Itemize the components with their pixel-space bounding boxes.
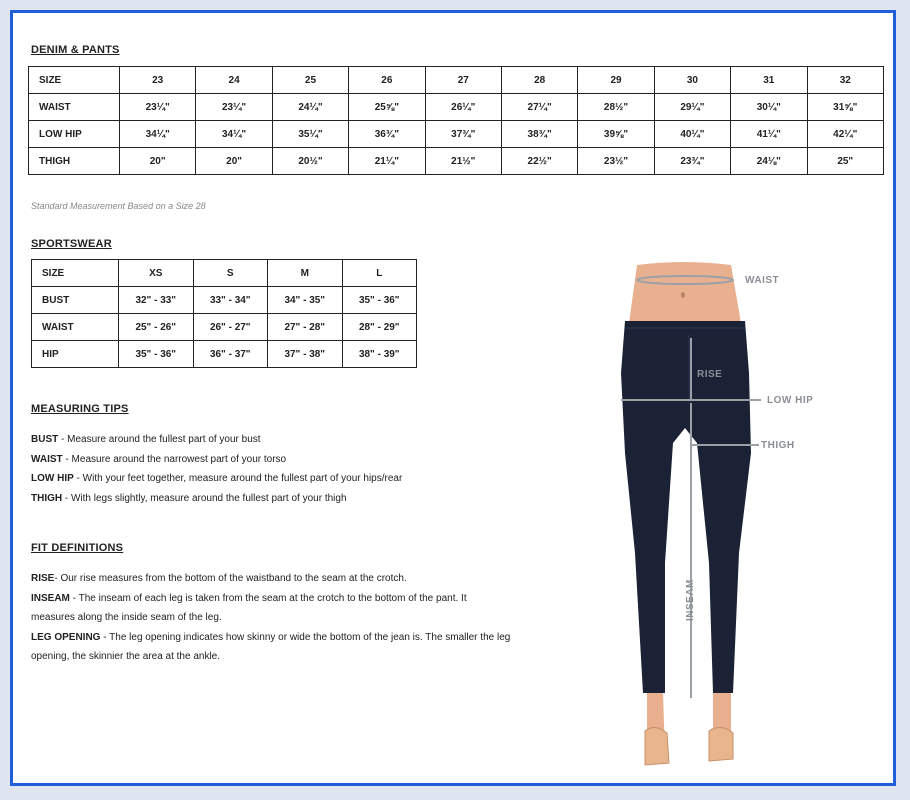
size-cell: 34¼" bbox=[196, 121, 272, 148]
size-cell: 37¾" bbox=[425, 121, 501, 148]
term-description: - The inseam of each leg is taken from the seam at the crotch to the bottom of the pant. It measures along the inside seam of the leg. bbox=[31, 592, 467, 623]
size-cell: 40¼" bbox=[654, 121, 730, 148]
table-row bbox=[32, 287, 417, 314]
thigh-label: THIGH bbox=[761, 440, 795, 451]
row-label-cell: BUST bbox=[32, 287, 119, 314]
size-cell: 24⅛" bbox=[731, 148, 807, 175]
table-row bbox=[32, 314, 417, 341]
fit-definitions-title: FIT DEFINITIONS bbox=[31, 542, 124, 554]
measuring-tip-item bbox=[31, 489, 551, 509]
size-cell: 41¼" bbox=[731, 121, 807, 148]
term-description: - Our rise measures from the bottom of the waistband to the seam at the crotch. bbox=[54, 573, 407, 584]
size-cell: 25⅝" bbox=[349, 94, 425, 121]
size-cell: 33" - 34" bbox=[193, 287, 268, 314]
size-cell: 29 bbox=[578, 67, 654, 94]
jeans-figure bbox=[585, 253, 885, 783]
fit-definitions-list bbox=[31, 569, 513, 667]
standard-measurement-note: Standard Measurement Based on a Size 28 bbox=[31, 201, 206, 211]
inseam-label: INSEAM bbox=[685, 579, 696, 621]
size-cell: 26 bbox=[349, 67, 425, 94]
size-cell: 37" - 38" bbox=[268, 341, 343, 368]
size-cell: 25 bbox=[272, 67, 348, 94]
size-cell: 30 bbox=[654, 67, 730, 94]
size-cell: 25" bbox=[807, 148, 883, 175]
size-cell: 31⅝" bbox=[807, 94, 883, 121]
row-label-cell: SIZE bbox=[32, 260, 119, 287]
term-description: - Measure around the narrowest part of your torso bbox=[62, 453, 287, 465]
size-cell: M bbox=[268, 260, 343, 287]
size-cell: 35¼" bbox=[272, 121, 348, 148]
size-cell: 38¾" bbox=[501, 121, 577, 148]
size-cell: 34¼" bbox=[120, 121, 196, 148]
term-description: - The leg opening indicates how skinny or wide the bottom of the jean is. The smaller the leg opening, the skinnier the area at the ankle. bbox=[31, 631, 511, 662]
size-cell: 39⅝" bbox=[578, 121, 654, 148]
measuring-tip-item bbox=[31, 450, 551, 470]
size-cell: 20½" bbox=[272, 148, 348, 175]
size-cell: 29¼" bbox=[654, 94, 730, 121]
size-cell: 23½" bbox=[578, 148, 654, 175]
size-cell: 34" - 35" bbox=[268, 287, 343, 314]
size-cell: 23¼" bbox=[196, 94, 272, 121]
size-cell: 27 bbox=[425, 67, 501, 94]
navel bbox=[681, 292, 685, 298]
row-label-cell: LOW HIP bbox=[29, 121, 120, 148]
sportswear-size-table bbox=[31, 259, 417, 368]
measuring-tips-title: MEASURING TIPS bbox=[31, 403, 129, 415]
row-label-cell: WAIST bbox=[32, 314, 119, 341]
fit-definition-item bbox=[31, 589, 513, 628]
term-description: - Measure around the fullest part of your bust bbox=[58, 434, 261, 445]
table-header-row bbox=[32, 260, 417, 287]
size-cell: 30¼" bbox=[731, 94, 807, 121]
right-heel bbox=[709, 727, 733, 761]
table-row bbox=[29, 148, 884, 175]
left-heel bbox=[645, 727, 669, 765]
size-cell: XS bbox=[119, 260, 194, 287]
fit-definition-item bbox=[31, 569, 513, 589]
size-cell: 25" - 26" bbox=[119, 314, 194, 341]
denim-section-title: DENIM & PANTS bbox=[31, 44, 120, 56]
term-label: LOW HIP bbox=[31, 473, 74, 484]
size-cell: 24¼" bbox=[272, 94, 348, 121]
size-cell: 20" bbox=[196, 148, 272, 175]
torso bbox=[629, 262, 741, 323]
size-cell: 31 bbox=[731, 67, 807, 94]
rise-label: RISE bbox=[697, 369, 723, 380]
size-cell: 21½" bbox=[425, 148, 501, 175]
table-header-row bbox=[29, 67, 884, 94]
jeans-model-illustration bbox=[585, 253, 885, 783]
term-label: BUST bbox=[31, 434, 59, 445]
size-cell: 23¼" bbox=[120, 94, 196, 121]
size-cell: 23 bbox=[120, 67, 196, 94]
row-label-cell: THIGH bbox=[29, 148, 120, 175]
size-cell: 27¼" bbox=[501, 94, 577, 121]
table-row bbox=[32, 341, 417, 368]
size-cell: 21¼" bbox=[349, 148, 425, 175]
size-cell: 28 bbox=[501, 67, 577, 94]
measuring-tip-item bbox=[31, 430, 551, 450]
size-cell: 26¼" bbox=[425, 94, 501, 121]
jeans-body bbox=[621, 321, 751, 693]
term-description: - With your feet together, measure around the fullest part of your hips/rear bbox=[73, 473, 403, 484]
size-cell: 36" - 37" bbox=[193, 341, 268, 368]
denim-size-table bbox=[28, 66, 884, 175]
size-cell: 24 bbox=[196, 67, 272, 94]
size-cell: 32 bbox=[807, 67, 883, 94]
size-cell: 42¼" bbox=[807, 121, 883, 148]
row-label-cell: SIZE bbox=[29, 67, 120, 94]
size-chart-page bbox=[10, 10, 896, 786]
size-cell: 32" - 33" bbox=[119, 287, 194, 314]
size-cell: 27" - 28" bbox=[268, 314, 343, 341]
size-cell: 26" - 27" bbox=[193, 314, 268, 341]
table-row bbox=[29, 121, 884, 148]
size-cell: 28½" bbox=[578, 94, 654, 121]
fit-definition-item bbox=[31, 628, 513, 667]
size-cell: L bbox=[342, 260, 417, 287]
row-label-cell: HIP bbox=[32, 341, 119, 368]
measuring-tip-item bbox=[31, 469, 551, 489]
table-row bbox=[29, 94, 884, 121]
waist-label: WAIST bbox=[745, 275, 780, 286]
size-cell: 20" bbox=[120, 148, 196, 175]
size-cell: 35" - 36" bbox=[342, 287, 417, 314]
term-label: LEG OPENING bbox=[31, 631, 101, 643]
size-cell: 28" - 29" bbox=[342, 314, 417, 341]
size-cell: 35" - 36" bbox=[119, 341, 194, 368]
low-hip-label: LOW HIP bbox=[767, 395, 814, 406]
measuring-tips-list bbox=[31, 430, 551, 508]
term-label: WAIST bbox=[31, 453, 63, 465]
size-cell: 23¾" bbox=[654, 148, 730, 175]
row-label-cell: WAIST bbox=[29, 94, 120, 121]
term-label: RISE bbox=[31, 573, 55, 584]
size-cell: 22½" bbox=[501, 148, 577, 175]
term-label: INSEAM bbox=[31, 592, 70, 604]
size-cell: 36¾" bbox=[349, 121, 425, 148]
term-description: - With legs slightly, measure around the fullest part of your thigh bbox=[62, 492, 347, 504]
sportswear-section-title: SPORTSWEAR bbox=[31, 238, 112, 250]
size-cell: 38" - 39" bbox=[342, 341, 417, 368]
term-label: THIGH bbox=[31, 492, 63, 504]
size-cell: S bbox=[193, 260, 268, 287]
